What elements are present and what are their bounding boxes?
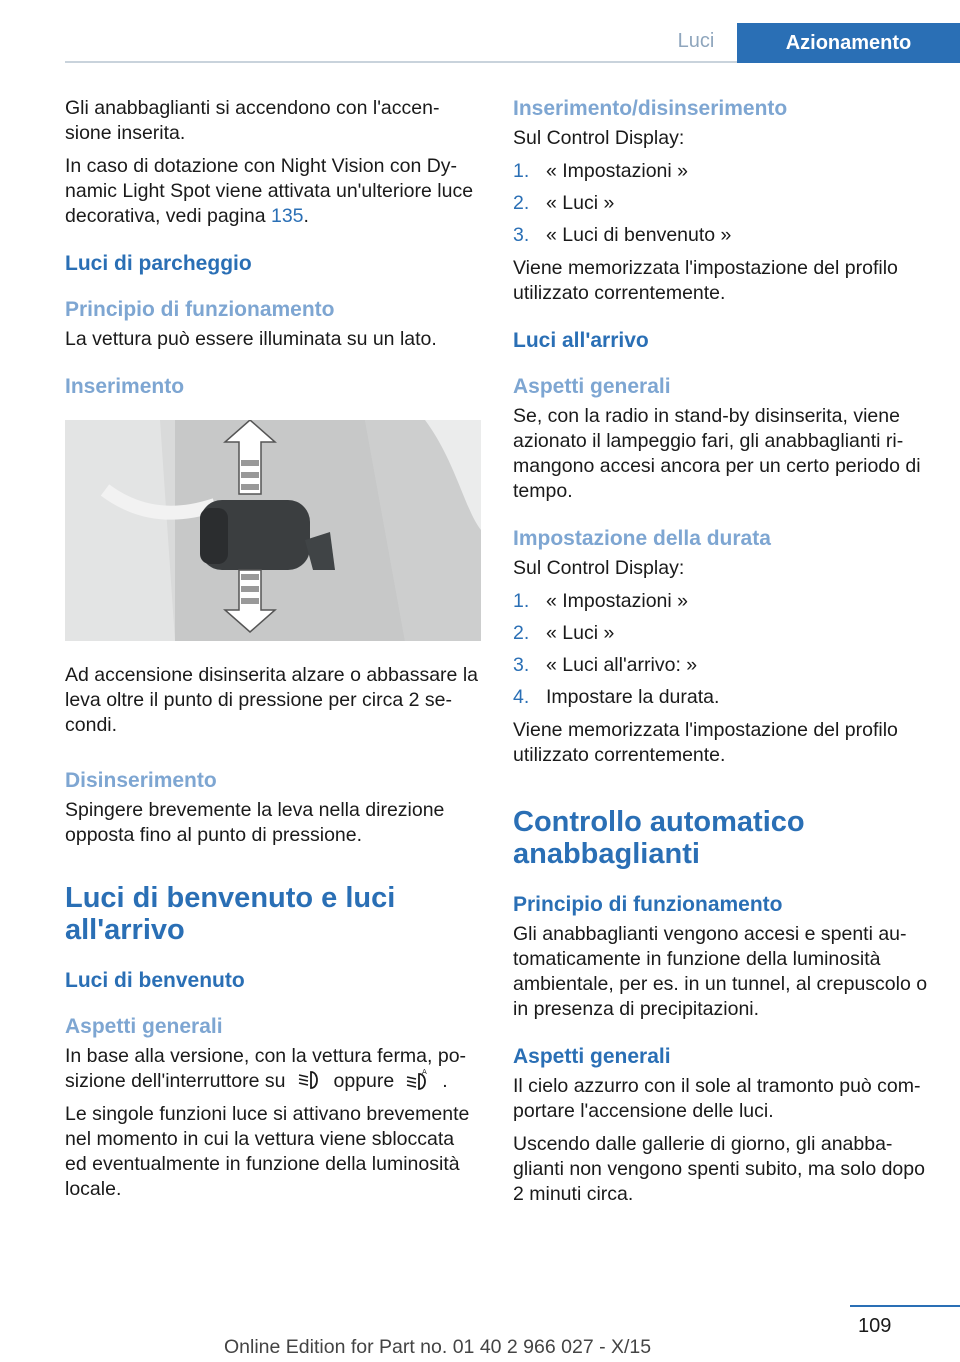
paragraph: Ad accensione disinserita alzare o abbassare la leva oltre il punto di pressione per circa 2 se-condi. [65, 664, 478, 736]
paragraph: Viene memorizzata l'impostazione del profilo utilizzato correntemente. [513, 719, 898, 766]
edition-footer: Online Edition for Part no. 01 40 2 966 027 - X/15 [224, 1336, 652, 1358]
list-item: 1. « Impostazioni » [513, 590, 688, 612]
list-item: 2. « Luci » [513, 192, 615, 214]
paragraph: Sul Control Display: [513, 127, 685, 149]
paragraph: Gli anabbaglianti vengono accesi e spenti au-tomaticamente in funzione della luminosità ambientale, per es. in un tunnel, al crepuscolo o in presenza di precipitazioni. [513, 923, 928, 1020]
section-heading: Luci di parcheggio [65, 252, 252, 275]
paragraph: Se, con la radio in stand-by disinserita, viene azionato il lampeggio fari, gli anabbaglianti ri-mangono accesi ancora per un certo periodo di tempo. [513, 405, 921, 502]
page-link[interactable]: 135 [270, 205, 304, 227]
steps-list [513, 589, 931, 710]
list-item: 4. Impostare la durata. [513, 686, 720, 708]
paragraph: Viene memorizzata l'impostazione del profilo utilizzato correntemente. [513, 257, 898, 304]
paragraph: Il cielo azzurro con il sole al tramonto può com-portare l'accensione delle luci. [513, 1075, 921, 1122]
subsection-heading: Inserimento [65, 375, 185, 398]
paragraph: In caso di dotazione con Night Vision con Dy-namic Light Spot viene attivata un'ulteriore luce decorativa, vedi pagina 135. [65, 155, 474, 227]
steps-list [513, 159, 931, 248]
subsection-heading: Inserimento/disinserimento [513, 97, 788, 120]
list-item: 2. « Luci » [513, 622, 615, 644]
paragraph: Gli anabbaglianti si accendono con l'accen-sione inserita. [65, 97, 440, 144]
left-column [65, 96, 481, 1210]
subsection-heading: Principio di funzionamento [65, 298, 335, 321]
paragraph: Sul Control Display: [513, 557, 685, 579]
paragraph: Spingere brevemente la leva nella direzione opposta fino al punto di pressione. [65, 799, 445, 846]
header-section[interactable]: Luci [677, 30, 715, 52]
list-item: 3. « Luci all'arrivo: » [513, 654, 698, 676]
paragraph: Uscendo dalle gallerie di giorno, gli anabba-glianti non vengono spenti subito, ma solo dopo 2 minuti circa. [513, 1133, 925, 1205]
paragraph: In base alla versione, con la vettura ferma, po-sizione dell'interruttore su oppure A . [65, 1045, 467, 1092]
chapter-heading: Luci di benvenuto e luci all'arrivo [65, 882, 396, 946]
page-number: 109 [858, 1315, 892, 1337]
subsection-heading: Aspetti generali [513, 375, 671, 398]
paragraph: Le singole funzioni luce si attivano brevemente nel momento in cui la vettura viene sbloccata ed eventualmente in funzione della luminosità locale. [65, 1103, 470, 1200]
section-heading: Luci di benvenuto [65, 969, 245, 992]
svg-text:A: A [422, 1069, 428, 1076]
paragraph: La vettura può essere illuminata su un lato. [65, 328, 437, 350]
low-beam-icon [296, 1069, 324, 1091]
header-tab[interactable]: Azionamento [737, 23, 960, 63]
subsection-heading: Impostazione della durata [513, 527, 771, 550]
auto-light-icon [404, 1069, 432, 1091]
section-heading: Principio di funzionamento [513, 893, 783, 916]
list-item: 3. « Luci di benvenuto » [513, 224, 732, 246]
section-heading: Luci all'arrivo [513, 329, 649, 352]
footer-rule [850, 1305, 960, 1307]
list-item: 1. « Impostazioni » [513, 160, 688, 182]
subsection-heading: Disinserimento [65, 769, 217, 792]
right-column [513, 96, 931, 1215]
lever-illustration [65, 420, 481, 641]
section-heading: Aspetti generali [513, 1045, 671, 1068]
subsection-heading: Aspetti generali [65, 1015, 223, 1038]
chapter-heading: Controllo automatico anabbaglianti [513, 806, 805, 870]
